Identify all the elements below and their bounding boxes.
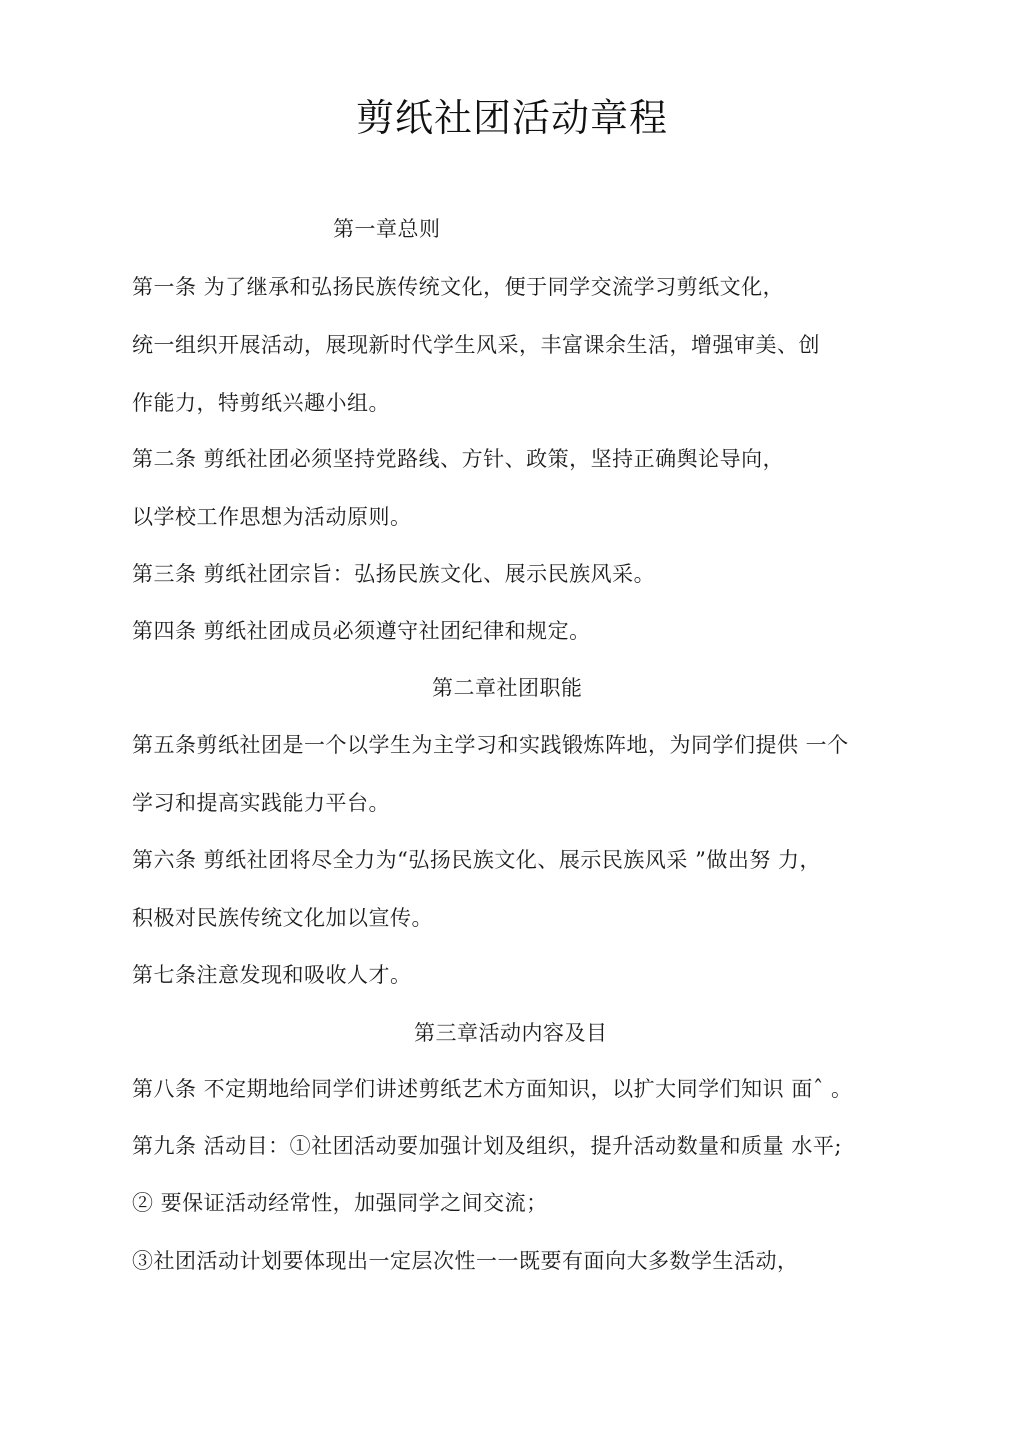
article-2-line-1: 第二条 剪纸社团必须坚持党路线、方针、政策，坚持正确舆论导向，	[132, 447, 785, 471]
article-9-item-3: ③社团活动计划要体现出一定层次性一一既要有面向大多数学生活动，	[132, 1249, 799, 1273]
article-5-line-1: 第五条剪纸社团是一个以学生为主学习和实践锻炼阵地，为同学们提供 一个	[132, 733, 849, 757]
article-3: 第三条 剪纸社团宗旨：弘扬民族文化、展示民族风采。	[132, 562, 656, 586]
chapter-heading-2: 第二章社团职能	[432, 676, 583, 700]
article-6-line-2: 积极对民族传统文化加以宣传。	[132, 906, 433, 930]
document-title: 剪纸社团活动章程	[355, 96, 668, 140]
article-1-line-2: 统一组织开展活动，展现新时代学生风采，丰富课余生活，增强审美、创	[132, 333, 820, 357]
article-6-line-1: 第六条 剪纸社团将尽全力为“弘扬民族文化、展示民族风采 ”做出努 力，	[132, 848, 821, 872]
article-1-line-1: 第一条 为了继承和弘扬民族传统文化，便于同学交流学习剪纸文化，	[132, 275, 785, 299]
article-1-line-3: 作能力，特剪纸兴趣小组。	[132, 391, 390, 415]
chapter-heading-1: 第一章总则	[333, 217, 441, 241]
article-9-line-1: 第九条 活动目：①社团活动要加强计划及组织，提升活动数量和质量 水平;	[132, 1134, 842, 1158]
chapter-heading-3: 第三章活动内容及目	[414, 1021, 608, 1045]
article-7: 第七条注意发现和吸收人才。	[132, 963, 412, 987]
article-5-line-2: 学习和提高实践能力平台。	[132, 791, 390, 815]
article-9-item-2: ② 要保证活动经常性，加强同学之间交流；	[132, 1191, 548, 1215]
article-4: 第四条 剪纸社团成员必须遵守社团纪律和规定。	[132, 619, 591, 643]
article-8: 第八条 不定期地给同学们讲述剪纸艺术方面知识，以扩大同学们知识 面ˆ 。	[132, 1077, 853, 1101]
article-2-line-2: 以学校工作思想为活动原则。	[132, 505, 412, 529]
